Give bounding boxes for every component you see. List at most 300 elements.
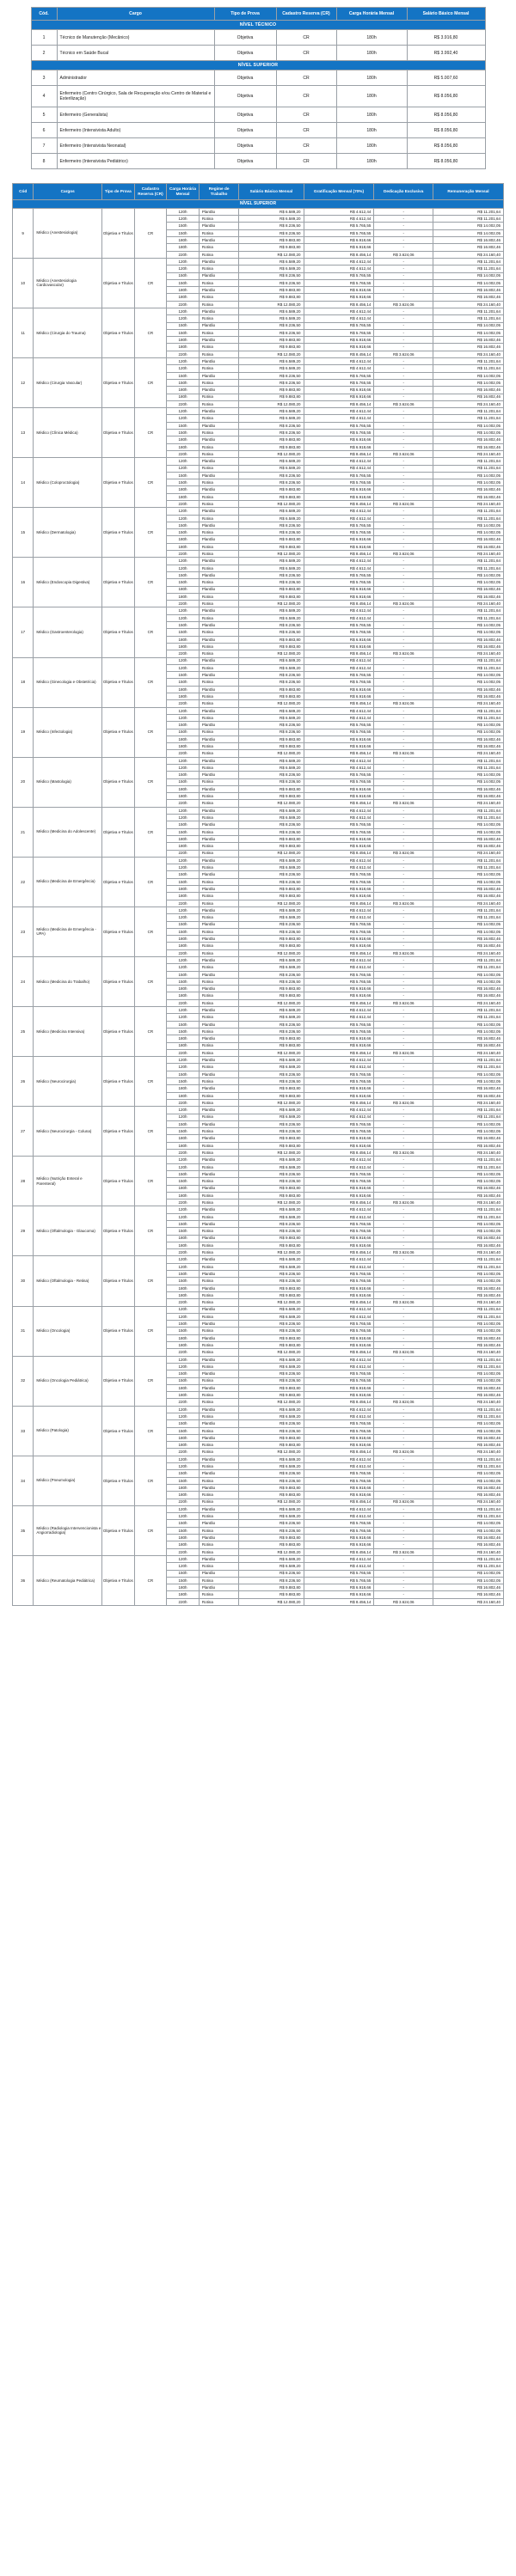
cell-dedicacao-exclusiva: - xyxy=(374,529,433,536)
cell-gratificacao: R$ 5.765,55 xyxy=(304,1128,374,1135)
cell-regime-trabalho: Rotina xyxy=(199,479,238,486)
cell-dedicacao-exclusiva: R$ 3.624,06 xyxy=(374,1299,433,1306)
table-row xyxy=(13,607,504,614)
cell-remuneracao-mensal: R$ 11.201,64 xyxy=(433,614,504,621)
cell-remuneracao-mensal: R$ 11.201,64 xyxy=(433,657,504,664)
cell-dedicacao-exclusiva: - xyxy=(374,465,433,472)
cell-remuneracao-mensal: R$ 14.002,05 xyxy=(433,322,504,329)
cell-gratificacao: R$ 4.612,44 xyxy=(304,614,374,621)
cell-regime-trabalho: Plantão xyxy=(199,308,238,314)
cell-carga-horaria: 120h xyxy=(167,1563,200,1570)
cell-codigo: 3 xyxy=(31,70,57,86)
cell-regime-trabalho: Rotina xyxy=(199,992,238,999)
cell-gratificacao: R$ 8.456,14 xyxy=(304,400,374,407)
cell-remuneracao-mensal: R$ 16.802,46 xyxy=(433,643,504,650)
cell-carga-horaria: 220h xyxy=(167,700,200,707)
cell-gratificacao: R$ 5.765,55 xyxy=(304,679,374,686)
cell-dedicacao-exclusiva: - xyxy=(374,266,433,272)
cell-gratificacao: R$ 4.612,44 xyxy=(304,707,374,714)
cell-remuneracao-mensal: R$ 16.802,46 xyxy=(433,992,504,999)
cell-salario-basico: R$ 8.236,50 xyxy=(239,722,304,729)
cell-regime-trabalho: Plantão xyxy=(199,536,238,543)
cell-carga-horaria: 180h xyxy=(167,986,200,992)
cell-salario-basico: R$ 9.883,80 xyxy=(239,886,304,893)
cell-dedicacao-exclusiva: - xyxy=(374,1456,433,1462)
cell-gratificacao: R$ 6.918,66 xyxy=(304,1185,374,1192)
table1-body xyxy=(31,21,485,169)
cell-remuneracao-mensal: R$ 16.802,46 xyxy=(433,1192,504,1199)
table-row xyxy=(13,1406,504,1413)
cell-regime-trabalho: Rotina xyxy=(199,279,238,286)
cell-remuneracao-mensal: R$ 14.002,05 xyxy=(433,329,504,336)
cell-remuneracao-mensal: R$ 16.802,46 xyxy=(433,344,504,351)
cell-regime-trabalho: Rotina xyxy=(199,1192,238,1199)
cell-gratificacao: R$ 5.765,55 xyxy=(304,1120,374,1127)
cell-regime-trabalho: Plantão xyxy=(199,722,238,729)
cell-remuneracao-mensal: R$ 14.002,05 xyxy=(433,921,504,928)
cell-dedicacao-exclusiva: - xyxy=(374,622,433,629)
cell-dedicacao-exclusiva: - xyxy=(374,1505,433,1512)
cell-remuneracao-mensal: R$ 11.201,64 xyxy=(433,365,504,372)
cell-carga-horaria: 120h xyxy=(167,815,200,821)
cell-regime-trabalho: Plantão xyxy=(199,1535,238,1541)
cell-salario-basico: R$ 8.236,50 xyxy=(239,1470,304,1477)
cell-cadastro-reserva: CR xyxy=(134,1007,167,1057)
cell-remuneracao-mensal: R$ 16.802,46 xyxy=(433,443,504,450)
cell-gratificacao: R$ 4.612,44 xyxy=(304,1107,374,1114)
cell-salario-basico: R$ 6.589,20 xyxy=(239,558,304,565)
cell-gratificacao: R$ 4.612,44 xyxy=(304,1057,374,1064)
cell-cadastro-reserva: CR xyxy=(134,1356,167,1406)
cell-gratificacao: R$ 8.456,14 xyxy=(304,450,374,457)
cell-gratificacao: R$ 6.918,66 xyxy=(304,1142,374,1149)
cell-gratificacao: R$ 4.612,44 xyxy=(304,365,374,372)
cell-carga-horaria: 180h xyxy=(167,436,200,443)
cell-codigo: 9 xyxy=(13,208,34,258)
cell-gratificacao: R$ 5.765,55 xyxy=(304,329,374,336)
cell-dedicacao-exclusiva: - xyxy=(374,1384,433,1391)
cell-gratificacao: R$ 8.456,14 xyxy=(304,800,374,807)
cell-carga-horaria: 180h xyxy=(336,86,407,107)
cell-gratificacao: R$ 4.612,44 xyxy=(304,565,374,571)
cell-regime-trabalho: Plantão xyxy=(199,1157,238,1163)
cell-salario-basico: R$ 12.080,20 xyxy=(239,1249,304,1256)
cell-cargo: Médico (Pneumologia) xyxy=(34,1456,102,1505)
cell-gratificacao: R$ 5.765,55 xyxy=(304,1278,374,1285)
cell-dedicacao-exclusiva: - xyxy=(374,629,433,636)
cell-carga-horaria: 120h xyxy=(167,1456,200,1462)
table2-col-header: Regime de Trabalho xyxy=(199,184,238,199)
table2-col-header: Cadastro Reserva (CR) xyxy=(134,184,167,199)
cell-gratificacao: R$ 4.612,44 xyxy=(304,657,374,664)
cell-dedicacao-exclusiva: - xyxy=(374,643,433,650)
cell-gratificacao: R$ 6.918,66 xyxy=(304,1192,374,1199)
cell-remuneracao-mensal: R$ 24.160,40 xyxy=(433,1199,504,1206)
cell-cargo: Médico (Oncologia Pediátrica) xyxy=(34,1356,102,1406)
cell-cargo: Técnico de Manutenção (Mecânico) xyxy=(57,30,214,46)
cell-gratificacao: R$ 8.456,14 xyxy=(304,1199,374,1206)
cell-regime-trabalho: Rotina xyxy=(199,978,238,985)
cell-remuneracao-mensal: R$ 16.802,46 xyxy=(433,1392,504,1399)
cell-carga-horaria: 150h xyxy=(167,1278,200,1285)
cell-salario-basico: R$ 8.236,50 xyxy=(239,1271,304,1278)
cell-dedicacao-exclusiva: R$ 3.624,06 xyxy=(374,850,433,857)
cell-carga-horaria: 180h xyxy=(167,1142,200,1149)
cell-salario-basico: R$ 9.883,80 xyxy=(239,287,304,294)
cell-dedicacao-exclusiva: R$ 3.624,06 xyxy=(374,501,433,508)
cell-remuneracao-mensal: R$ 14.002,05 xyxy=(433,1577,504,1584)
cell-carga-horaria: 120h xyxy=(167,1356,200,1363)
cell-salario-basico: R$ 9.883,80 xyxy=(239,643,304,650)
cell-salario-basico: R$ 6.589,20 xyxy=(239,1513,304,1520)
cell-gratificacao: R$ 6.918,66 xyxy=(304,1541,374,1548)
cell-remuneracao-mensal: R$ 16.802,46 xyxy=(433,337,504,344)
cell-carga-horaria: 180h xyxy=(167,1484,200,1491)
cell-dedicacao-exclusiva: - xyxy=(374,1021,433,1028)
cell-carga-horaria: 150h xyxy=(167,272,200,279)
cell-dedicacao-exclusiva: - xyxy=(374,1135,433,1142)
cell-regime-trabalho: Rotina xyxy=(199,501,238,508)
cell-regime-trabalho: Plantão xyxy=(199,686,238,693)
cell-gratificacao: R$ 8.456,14 xyxy=(304,850,374,857)
cell-remuneracao-mensal: R$ 14.002,05 xyxy=(433,679,504,686)
cell-dedicacao-exclusiva: - xyxy=(374,1242,433,1248)
cell-cargo: Médico (Patologia) xyxy=(34,1406,102,1456)
cell-gratificacao: R$ 5.765,55 xyxy=(304,729,374,736)
cell-dedicacao-exclusiva: - xyxy=(374,322,433,329)
cell-dedicacao-exclusiva: - xyxy=(374,1228,433,1235)
cell-regime-trabalho: Rotina xyxy=(199,329,238,336)
cell-dedicacao-exclusiva: - xyxy=(374,258,433,265)
cell-gratificacao: R$ 8.456,14 xyxy=(304,1449,374,1456)
cell-carga-horaria: 180h xyxy=(336,46,407,61)
cell-carga-horaria: 150h xyxy=(167,1120,200,1127)
cell-gratificacao: R$ 4.612,44 xyxy=(304,1406,374,1413)
table2-section-title: NÍVEL SUPERIOR xyxy=(13,199,504,208)
cell-remuneracao-mensal: R$ 24.160,40 xyxy=(433,1349,504,1356)
cell-gratificacao: R$ 5.765,55 xyxy=(304,672,374,679)
table-row xyxy=(31,154,485,169)
cell-salario-basico: R$ 8.236,50 xyxy=(239,571,304,578)
cell-cargo: Médico (Oftalmologia - Glaucoma) xyxy=(34,1206,102,1256)
cell-dedicacao-exclusiva: - xyxy=(374,736,433,742)
cell-carga-horaria: 180h xyxy=(167,1085,200,1092)
cell-salario-basico: R$ 12.080,20 xyxy=(239,1150,304,1157)
cell-cadastro-reserva: CR xyxy=(276,123,336,138)
cell-carga-horaria: 180h xyxy=(167,1192,200,1199)
cell-carga-horaria: 220h xyxy=(167,1049,200,1056)
table-row xyxy=(13,1555,504,1562)
cell-regime-trabalho: Rotina xyxy=(199,344,238,351)
cell-salario-basico: R$ 8.236,50 xyxy=(239,1477,304,1484)
cell-salario-basico: R$ 9.883,80 xyxy=(239,1085,304,1092)
cell-dedicacao-exclusiva: - xyxy=(374,536,433,543)
cell-gratificacao: R$ 5.765,55 xyxy=(304,722,374,729)
cell-carga-horaria: 150h xyxy=(167,579,200,586)
cell-regime-trabalho: Rotina xyxy=(199,450,238,457)
cell-dedicacao-exclusiva: - xyxy=(374,358,433,365)
cell-dedicacao-exclusiva: - xyxy=(374,992,433,999)
cell-salario-basico: R$ 8.236,50 xyxy=(239,479,304,486)
cell-regime-trabalho: Plantão xyxy=(199,607,238,614)
cell-salario-basico: R$ 8.236,50 xyxy=(239,1577,304,1584)
cell-salario-basico: R$ 8.236,50 xyxy=(239,629,304,636)
cell-salario-basico: R$ 8.236,50 xyxy=(239,672,304,679)
cell-regime-trabalho: Plantão xyxy=(199,736,238,742)
cell-gratificacao: R$ 4.612,44 xyxy=(304,857,374,864)
cell-dedicacao-exclusiva: R$ 3.624,06 xyxy=(374,450,433,457)
cell-regime-trabalho: Rotina xyxy=(199,815,238,821)
cell-carga-horaria: 180h xyxy=(167,543,200,550)
cell-dedicacao-exclusiva: - xyxy=(374,807,433,814)
cell-gratificacao: R$ 5.765,55 xyxy=(304,279,374,286)
cell-gratificacao: R$ 8.456,14 xyxy=(304,1150,374,1157)
cell-carga-horaria: 220h xyxy=(167,1349,200,1356)
cell-dedicacao-exclusiva: - xyxy=(374,1313,433,1320)
cell-dedicacao-exclusiva: - xyxy=(374,329,433,336)
cell-gratificacao: R$ 6.918,66 xyxy=(304,493,374,500)
cell-remuneracao-mensal: R$ 16.802,46 xyxy=(433,1334,504,1341)
cell-regime-trabalho: Plantão xyxy=(199,287,238,294)
cell-gratificacao: R$ 4.612,44 xyxy=(304,358,374,365)
cell-carga-horaria: 150h xyxy=(167,828,200,835)
cell-regime-trabalho: Plantão xyxy=(199,1007,238,1014)
cell-regime-trabalho: Plantão xyxy=(199,1370,238,1377)
cell-salario-basico: R$ 12.080,20 xyxy=(239,1049,304,1056)
cell-carga-horaria: 180h xyxy=(336,30,407,46)
cell-gratificacao: R$ 4.612,44 xyxy=(304,607,374,614)
cell-regime-trabalho: Rotina xyxy=(199,729,238,736)
cell-dedicacao-exclusiva: - xyxy=(374,607,433,614)
cell-carga-horaria: 120h xyxy=(167,1406,200,1413)
cell-tipo-prova: Objetiva e Títulos xyxy=(102,358,135,408)
cell-remuneracao-mensal: R$ 16.802,46 xyxy=(433,893,504,900)
cell-codigo: 27 xyxy=(13,1107,34,1157)
cell-regime-trabalho: Rotina xyxy=(199,1178,238,1185)
cell-cadastro-reserva: CR xyxy=(134,308,167,357)
cell-carga-horaria: 150h xyxy=(167,1370,200,1377)
cell-remuneracao-mensal: R$ 11.201,64 xyxy=(433,707,504,714)
cell-regime-trabalho: Rotina xyxy=(199,1591,238,1598)
cell-dedicacao-exclusiva: - xyxy=(374,672,433,679)
cell-salario-basico: R$ 12.080,20 xyxy=(239,900,304,906)
cell-codigo: 29 xyxy=(13,1206,34,1256)
cell-salario-basico: R$ 6.589,20 xyxy=(239,1057,304,1064)
cell-gratificacao: R$ 6.918,66 xyxy=(304,793,374,800)
cell-regime-trabalho: Plantão xyxy=(199,1505,238,1512)
cell-salario-basico: R$ 6.589,20 xyxy=(239,1313,304,1320)
cell-codigo: 5 xyxy=(31,107,57,123)
cell-carga-horaria: 120h xyxy=(167,657,200,664)
table-row xyxy=(13,1206,504,1213)
cell-gratificacao: R$ 6.918,66 xyxy=(304,294,374,301)
cell-dedicacao-exclusiva: - xyxy=(374,1085,433,1092)
cell-remuneracao-mensal: R$ 14.002,05 xyxy=(433,928,504,935)
cell-remuneracao-mensal: R$ 14.002,05 xyxy=(433,529,504,536)
cell-gratificacao: R$ 8.456,14 xyxy=(304,351,374,357)
cell-dedicacao-exclusiva: - xyxy=(374,308,433,314)
table2-section-row xyxy=(13,199,504,208)
cell-regime-trabalho: Plantão xyxy=(199,957,238,964)
cell-carga-horaria: 180h xyxy=(167,287,200,294)
cell-cadastro-reserva: CR xyxy=(134,358,167,408)
cell-remuneracao-mensal: R$ 16.802,46 xyxy=(433,736,504,742)
cell-remuneracao-mensal: R$ 14.002,05 xyxy=(433,430,504,436)
cell-carga-horaria: 150h xyxy=(167,1527,200,1534)
cell-salario-basico: R$ 12.080,20 xyxy=(239,601,304,607)
table-row xyxy=(13,757,504,764)
cell-remuneracao-mensal: R$ 14.002,05 xyxy=(433,729,504,736)
cell-gratificacao: R$ 6.918,66 xyxy=(304,1285,374,1291)
cell-regime-trabalho: Rotina xyxy=(199,1142,238,1149)
table1-col-header: Cód. xyxy=(31,8,57,21)
cell-regime-trabalho: Plantão xyxy=(199,1456,238,1462)
cell-salario-basico: R$ 9.883,80 xyxy=(239,536,304,543)
cell-remuneracao-mensal: R$ 11.201,64 xyxy=(433,964,504,971)
cell-remuneracao-mensal: R$ 11.201,64 xyxy=(433,1213,504,1220)
cell-gratificacao: R$ 6.918,66 xyxy=(304,443,374,450)
cell-salario-basico: R$ 12.080,20 xyxy=(239,400,304,407)
cell-regime-trabalho: Rotina xyxy=(199,216,238,223)
cell-salario-basico: R$ 8.236,50 xyxy=(239,1071,304,1077)
table2-header-row xyxy=(13,184,504,199)
cell-regime-trabalho: Plantão xyxy=(199,258,238,265)
cell-dedicacao-exclusiva: - xyxy=(374,1263,433,1270)
cell-carga-horaria: 120h xyxy=(167,315,200,322)
cell-carga-horaria: 180h xyxy=(167,486,200,493)
cell-remuneracao-mensal: R$ 16.802,46 xyxy=(433,785,504,792)
cell-remuneracao-mensal: R$ 16.802,46 xyxy=(433,843,504,850)
cell-salario-basico: R$ 6.589,20 xyxy=(239,657,304,664)
cell-dedicacao-exclusiva: R$ 3.624,06 xyxy=(374,900,433,906)
cell-gratificacao: R$ 4.612,44 xyxy=(304,1213,374,1220)
cell-carga-horaria: 150h xyxy=(167,821,200,828)
cell-codigo: 15 xyxy=(13,508,34,558)
cell-carga-horaria: 150h xyxy=(167,1377,200,1384)
cell-codigo: 31 xyxy=(13,1306,34,1356)
cell-gratificacao: R$ 5.765,55 xyxy=(304,1370,374,1377)
cell-dedicacao-exclusiva: - xyxy=(374,693,433,700)
cell-codigo: 11 xyxy=(13,308,34,357)
cell-salario-basico: R$ 12.080,20 xyxy=(239,1548,304,1555)
cell-salario-basico: R$ 9.883,80 xyxy=(239,586,304,593)
cell-remuneracao-mensal: R$ 14.002,05 xyxy=(433,522,504,528)
cell-gratificacao: R$ 6.918,66 xyxy=(304,1392,374,1399)
cell-tipo-prova: Objetiva e Títulos xyxy=(102,957,135,1007)
cell-carga-horaria: 180h xyxy=(167,886,200,893)
cell-carga-horaria: 220h xyxy=(167,1598,200,1605)
cell-regime-trabalho: Plantão xyxy=(199,1434,238,1441)
cell-salario-basico: R$ 8.236,50 xyxy=(239,878,304,885)
cell-regime-trabalho: Rotina xyxy=(199,643,238,650)
cell-regime-trabalho: Plantão xyxy=(199,871,238,878)
cell-regime-trabalho: Rotina xyxy=(199,244,238,251)
cell-dedicacao-exclusiva: - xyxy=(374,244,433,251)
table2-header xyxy=(13,184,504,199)
cell-dedicacao-exclusiva: - xyxy=(374,1377,433,1384)
cell-carga-horaria: 180h xyxy=(167,536,200,543)
cell-salario-basico: R$ 12.080,20 xyxy=(239,1349,304,1356)
cell-regime-trabalho: Plantão xyxy=(199,757,238,764)
cell-codigo: 34 xyxy=(13,1456,34,1505)
cell-salario-basico: R$ 8.236,50 xyxy=(239,971,304,978)
cell-salario-basico: R$ 9.883,80 xyxy=(239,1484,304,1491)
cell-salario-basico: R$ 9.883,80 xyxy=(239,835,304,842)
cell-regime-trabalho: Plantão xyxy=(199,772,238,778)
cell-regime-trabalho: Rotina xyxy=(199,294,238,301)
cell-dedicacao-exclusiva: - xyxy=(374,443,433,450)
cell-dedicacao-exclusiva: - xyxy=(374,458,433,465)
table-row xyxy=(13,1256,504,1263)
table-row xyxy=(13,358,504,365)
cell-carga-horaria: 120h xyxy=(167,558,200,565)
cell-gratificacao: R$ 4.612,44 xyxy=(304,1163,374,1170)
cell-remuneracao-mensal: R$ 16.802,46 xyxy=(433,693,504,700)
cell-gratificacao: R$ 4.612,44 xyxy=(304,664,374,671)
cell-dedicacao-exclusiva: R$ 3.624,06 xyxy=(374,700,433,707)
cell-remuneracao-mensal: R$ 14.002,05 xyxy=(433,1328,504,1334)
cell-carga-horaria: 220h xyxy=(167,850,200,857)
cell-carga-horaria: 220h xyxy=(167,949,200,956)
cell-regime-trabalho: Plantão xyxy=(199,1306,238,1313)
cell-regime-trabalho: Rotina xyxy=(199,1249,238,1256)
cell-remuneracao-mensal: R$ 11.201,64 xyxy=(433,1306,504,1313)
cell-cargo: Enfermeiro (Centro Cirúrgico, Sala de Recuperação e/ou Centro de Material e Esterilização) xyxy=(57,86,214,107)
cell-gratificacao: R$ 8.456,14 xyxy=(304,999,374,1006)
cell-dedicacao-exclusiva: R$ 3.624,06 xyxy=(374,1150,433,1157)
cell-gratificacao: R$ 4.612,44 xyxy=(304,1413,374,1420)
cell-gratificacao: R$ 4.612,44 xyxy=(304,1064,374,1071)
cell-regime-trabalho: Rotina xyxy=(199,443,238,450)
cell-salario-basico: R$ 3.916,80 xyxy=(407,30,485,46)
cell-carga-horaria: 150h xyxy=(167,921,200,928)
cell-cadastro-reserva: CR xyxy=(276,107,336,123)
cell-cadastro-reserva: CR xyxy=(134,857,167,906)
cell-dedicacao-exclusiva: - xyxy=(374,394,433,400)
cell-dedicacao-exclusiva: - xyxy=(374,1434,433,1441)
table2-col-header: Salário Básico Mensal xyxy=(239,184,304,199)
cell-dedicacao-exclusiva: - xyxy=(374,1285,433,1291)
cell-tipo-prova: Objetiva e Títulos xyxy=(102,1057,135,1107)
cell-gratificacao: R$ 4.612,44 xyxy=(304,1007,374,1014)
cell-dedicacao-exclusiva: - xyxy=(374,565,433,571)
cell-salario-basico: R$ 12.080,20 xyxy=(239,551,304,558)
cell-dedicacao-exclusiva: - xyxy=(374,1484,433,1491)
cell-gratificacao: R$ 6.918,66 xyxy=(304,936,374,943)
cell-carga-horaria: 180h xyxy=(167,1185,200,1192)
cell-salario-basico: R$ 9.883,80 xyxy=(239,337,304,344)
cell-cadastro-reserva: CR xyxy=(134,657,167,707)
cargos-medicos-wrapper xyxy=(12,183,504,1606)
cell-carga-horaria: 120h xyxy=(167,508,200,515)
cell-salario-basico: R$ 9.883,80 xyxy=(239,1285,304,1291)
cell-carga-horaria: 150h xyxy=(167,422,200,429)
cell-carga-horaria: 120h xyxy=(167,1256,200,1263)
cell-remuneracao-mensal: R$ 11.201,64 xyxy=(433,1057,504,1064)
table2-col-header: Carga Horária Mensal xyxy=(167,184,200,199)
cell-regime-trabalho: Plantão xyxy=(199,1021,238,1028)
cell-salario-basico: R$ 6.589,20 xyxy=(239,807,304,814)
cell-salario-basico: R$ 9.883,80 xyxy=(239,1442,304,1449)
cell-salario-basico: R$ 6.589,20 xyxy=(239,914,304,921)
cell-salario-basico: R$ 8.056,80 xyxy=(407,154,485,169)
cell-regime-trabalho: Rotina xyxy=(199,1028,238,1035)
cell-dedicacao-exclusiva: - xyxy=(374,772,433,778)
cell-gratificacao: R$ 5.765,55 xyxy=(304,430,374,436)
cell-remuneracao-mensal: R$ 16.802,46 xyxy=(433,593,504,600)
cell-salario-basico: R$ 8.236,50 xyxy=(239,422,304,429)
table-row xyxy=(13,857,504,864)
